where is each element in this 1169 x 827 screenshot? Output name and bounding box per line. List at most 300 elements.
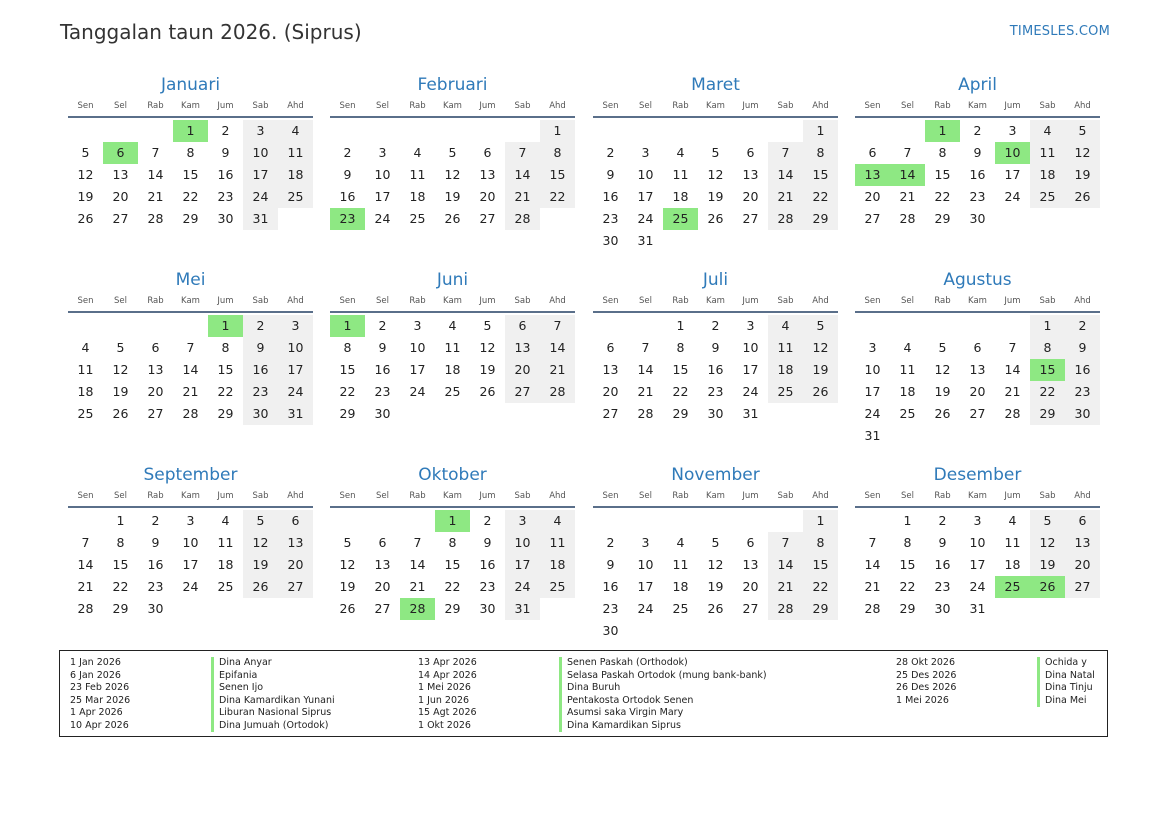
day-cell[interactable]: 26 <box>479 384 496 399</box>
day-cell[interactable]: 16 <box>707 362 724 377</box>
day-cell[interactable]: 3 <box>278 315 313 337</box>
day-cell[interactable]: 21 <box>899 189 916 204</box>
day-cell[interactable]: 24 <box>182 579 199 594</box>
day-cell[interactable]: 29 <box>444 601 461 616</box>
day-cell[interactable]: 22 <box>934 189 951 204</box>
day-cell[interactable]: 8 <box>803 532 838 554</box>
day-cell[interactable]: 8 <box>540 142 575 164</box>
day-cell[interactable]: 20 <box>864 189 881 204</box>
day-cell[interactable]: 25 <box>768 381 803 403</box>
brand-link[interactable]: TIMESLES.COM <box>1009 24 1110 39</box>
day-cell[interactable]: 20 <box>1065 554 1100 576</box>
day-cell[interactable]: 20 <box>602 384 619 399</box>
holiday-day-cell[interactable]: 1 <box>330 315 365 337</box>
day-cell[interactable]: 14 <box>768 554 803 576</box>
day-cell[interactable]: 14 <box>77 557 94 572</box>
day-cell[interactable]: 1 <box>803 120 838 142</box>
day-cell[interactable]: 6 <box>278 510 313 532</box>
day-cell[interactable]: 16 <box>217 167 234 182</box>
day-cell[interactable]: 11 <box>672 167 689 182</box>
day-cell[interactable]: 12 <box>479 340 496 355</box>
day-cell[interactable]: 4 <box>1030 120 1065 142</box>
day-cell[interactable]: 26 <box>339 601 356 616</box>
day-cell[interactable]: 2 <box>606 535 615 550</box>
day-cell[interactable]: 21 <box>1004 384 1021 399</box>
day-cell[interactable]: 18 <box>540 554 575 576</box>
day-cell[interactable]: 7 <box>641 340 650 355</box>
day-cell[interactable]: 11 <box>1030 142 1065 164</box>
day-cell[interactable]: 22 <box>339 384 356 399</box>
day-cell[interactable]: 21 <box>409 579 426 594</box>
day-cell[interactable]: 24 <box>969 579 986 594</box>
day-cell[interactable]: 7 <box>903 145 912 160</box>
day-cell[interactable]: 10 <box>637 167 654 182</box>
day-cell[interactable]: 7 <box>186 340 195 355</box>
day-cell[interactable]: 10 <box>409 340 426 355</box>
day-cell[interactable]: 15 <box>899 557 916 572</box>
day-cell[interactable]: 21 <box>637 384 654 399</box>
day-cell[interactable]: 10 <box>505 532 540 554</box>
day-cell[interactable]: 3 <box>243 120 278 142</box>
day-cell[interactable]: 26 <box>444 211 461 226</box>
day-cell[interactable]: 2 <box>243 315 278 337</box>
day-cell[interactable]: 10 <box>374 167 391 182</box>
day-cell[interactable]: 1 <box>116 513 125 528</box>
day-cell[interactable]: 14 <box>182 362 199 377</box>
day-cell[interactable]: 14 <box>505 164 540 186</box>
day-cell[interactable]: 2 <box>1065 315 1100 337</box>
day-cell[interactable]: 17 <box>182 557 199 572</box>
day-cell[interactable]: 15 <box>803 554 838 576</box>
day-cell[interactable]: 8 <box>938 145 947 160</box>
day-cell[interactable]: 23 <box>479 579 496 594</box>
day-cell[interactable]: 30 <box>243 403 278 425</box>
day-cell[interactable]: 25 <box>1030 186 1065 208</box>
day-cell[interactable]: 28 <box>864 601 881 616</box>
day-cell[interactable]: 9 <box>221 145 230 160</box>
day-cell[interactable]: 29 <box>182 211 199 226</box>
day-cell[interactable]: 8 <box>221 340 230 355</box>
day-cell[interactable]: 27 <box>112 211 129 226</box>
day-cell[interactable]: 11 <box>672 557 689 572</box>
day-cell[interactable]: 29 <box>1030 403 1065 425</box>
day-cell[interactable]: 25 <box>217 579 234 594</box>
day-cell[interactable]: 15 <box>934 167 951 182</box>
day-cell[interactable]: 25 <box>77 406 94 421</box>
day-cell[interactable]: 6 <box>505 315 540 337</box>
day-cell[interactable]: 21 <box>864 579 881 594</box>
day-cell[interactable]: 29 <box>934 211 951 226</box>
day-cell[interactable]: 17 <box>278 359 313 381</box>
day-cell[interactable]: 4 <box>768 315 803 337</box>
day-cell[interactable]: 25 <box>278 186 313 208</box>
holiday-day-cell[interactable]: 6 <box>103 142 138 164</box>
day-cell[interactable]: 19 <box>243 554 278 576</box>
day-cell[interactable]: 21 <box>768 576 803 598</box>
day-cell[interactable]: 2 <box>378 318 387 333</box>
day-cell[interactable]: 3 <box>1008 123 1017 138</box>
day-cell[interactable]: 16 <box>374 362 391 377</box>
day-cell[interactable]: 22 <box>182 189 199 204</box>
day-cell[interactable]: 8 <box>116 535 125 550</box>
day-cell[interactable]: 5 <box>243 510 278 532</box>
day-cell[interactable]: 19 <box>112 384 129 399</box>
day-cell[interactable]: 21 <box>768 186 803 208</box>
day-cell[interactable]: 30 <box>147 601 164 616</box>
day-cell[interactable]: 14 <box>768 164 803 186</box>
day-cell[interactable]: 23 <box>147 579 164 594</box>
day-cell[interactable]: 18 <box>217 557 234 572</box>
day-cell[interactable]: 24 <box>1004 189 1021 204</box>
day-cell[interactable]: 19 <box>444 189 461 204</box>
day-cell[interactable]: 3 <box>413 318 422 333</box>
day-cell[interactable]: 5 <box>448 145 457 160</box>
day-cell[interactable]: 31 <box>505 598 540 620</box>
day-cell[interactable]: 13 <box>278 532 313 554</box>
day-cell[interactable]: 23 <box>374 384 391 399</box>
day-cell[interactable]: 23 <box>217 189 234 204</box>
day-cell[interactable]: 11 <box>768 337 803 359</box>
day-cell[interactable]: 27 <box>278 576 313 598</box>
day-cell[interactable]: 29 <box>803 598 838 620</box>
day-cell[interactable]: 10 <box>969 535 986 550</box>
day-cell[interactable]: 15 <box>803 164 838 186</box>
day-cell[interactable]: 20 <box>969 384 986 399</box>
day-cell[interactable]: 26 <box>77 211 94 226</box>
day-cell[interactable]: 7 <box>505 142 540 164</box>
day-cell[interactable]: 30 <box>934 601 951 616</box>
day-cell[interactable]: 12 <box>112 362 129 377</box>
day-cell[interactable]: 7 <box>768 532 803 554</box>
day-cell[interactable]: 23 <box>243 381 278 403</box>
day-cell[interactable]: 23 <box>934 579 951 594</box>
day-cell[interactable]: 19 <box>77 189 94 204</box>
day-cell[interactable]: 28 <box>637 406 654 421</box>
day-cell[interactable]: 26 <box>243 576 278 598</box>
day-cell[interactable]: 8 <box>448 535 457 550</box>
day-cell[interactable]: 18 <box>77 384 94 399</box>
holiday-day-cell[interactable]: 15 <box>1030 359 1065 381</box>
day-cell[interactable]: 18 <box>444 362 461 377</box>
day-cell[interactable]: 20 <box>147 384 164 399</box>
day-cell[interactable]: 27 <box>969 406 986 421</box>
holiday-day-cell[interactable]: 25 <box>663 208 698 230</box>
day-cell[interactable]: 17 <box>409 362 426 377</box>
day-cell[interactable]: 17 <box>505 554 540 576</box>
day-cell[interactable]: 16 <box>602 189 619 204</box>
day-cell[interactable]: 3 <box>378 145 387 160</box>
day-cell[interactable]: 5 <box>803 315 838 337</box>
day-cell[interactable]: 14 <box>147 167 164 182</box>
day-cell[interactable]: 1 <box>676 318 685 333</box>
day-cell[interactable]: 23 <box>602 601 619 616</box>
day-cell[interactable]: 31 <box>742 406 759 421</box>
day-cell[interactable]: 26 <box>1065 186 1100 208</box>
day-cell[interactable]: 12 <box>339 557 356 572</box>
day-cell[interactable]: 27 <box>864 211 881 226</box>
day-cell[interactable]: 17 <box>374 189 391 204</box>
day-cell[interactable]: 13 <box>1065 532 1100 554</box>
day-cell[interactable]: 27 <box>1065 576 1100 598</box>
holiday-day-cell[interactable]: 14 <box>890 164 925 186</box>
day-cell[interactable]: 6 <box>151 340 160 355</box>
day-cell[interactable]: 4 <box>676 535 685 550</box>
day-cell[interactable]: 13 <box>374 557 391 572</box>
day-cell[interactable]: 25 <box>899 406 916 421</box>
day-cell[interactable]: 15 <box>182 167 199 182</box>
day-cell[interactable]: 12 <box>1065 142 1100 164</box>
day-cell[interactable]: 16 <box>147 557 164 572</box>
day-cell[interactable]: 19 <box>934 384 951 399</box>
day-cell[interactable]: 22 <box>540 186 575 208</box>
day-cell[interactable]: 27 <box>479 211 496 226</box>
day-cell[interactable]: 23 <box>602 211 619 226</box>
day-cell[interactable]: 9 <box>938 535 947 550</box>
day-cell[interactable]: 11 <box>1004 535 1021 550</box>
day-cell[interactable]: 26 <box>934 406 951 421</box>
day-cell[interactable]: 9 <box>243 337 278 359</box>
day-cell[interactable]: 15 <box>112 557 129 572</box>
day-cell[interactable]: 21 <box>182 384 199 399</box>
day-cell[interactable]: 3 <box>505 510 540 532</box>
day-cell[interactable]: 22 <box>1030 381 1065 403</box>
day-cell[interactable]: 25 <box>540 576 575 598</box>
day-cell[interactable]: 6 <box>973 340 982 355</box>
day-cell[interactable]: 24 <box>637 601 654 616</box>
day-cell[interactable]: 16 <box>934 557 951 572</box>
day-cell[interactable]: 11 <box>444 340 461 355</box>
holiday-day-cell[interactable]: 1 <box>173 120 208 142</box>
day-cell[interactable]: 31 <box>637 233 654 248</box>
day-cell[interactable]: 28 <box>899 211 916 226</box>
day-cell[interactable]: 22 <box>899 579 916 594</box>
day-cell[interactable]: 25 <box>409 211 426 226</box>
day-cell[interactable]: 17 <box>742 362 759 377</box>
day-cell[interactable]: 2 <box>151 513 160 528</box>
day-cell[interactable]: 16 <box>602 579 619 594</box>
day-cell[interactable]: 28 <box>1004 406 1021 421</box>
day-cell[interactable]: 9 <box>151 535 160 550</box>
day-cell[interactable]: 8 <box>343 340 352 355</box>
day-cell[interactable]: 30 <box>969 211 986 226</box>
day-cell[interactable]: 31 <box>278 403 313 425</box>
day-cell[interactable]: 10 <box>742 340 759 355</box>
day-cell[interactable]: 13 <box>505 337 540 359</box>
day-cell[interactable]: 22 <box>444 579 461 594</box>
day-cell[interactable]: 9 <box>343 167 352 182</box>
day-cell[interactable]: 7 <box>540 315 575 337</box>
day-cell[interactable]: 1 <box>803 510 838 532</box>
holiday-day-cell[interactable]: 13 <box>855 164 890 186</box>
day-cell[interactable]: 14 <box>637 362 654 377</box>
day-cell[interactable]: 21 <box>505 186 540 208</box>
day-cell[interactable]: 24 <box>742 384 759 399</box>
day-cell[interactable]: 20 <box>479 189 496 204</box>
day-cell[interactable]: 24 <box>864 406 881 421</box>
day-cell[interactable]: 29 <box>672 406 689 421</box>
day-cell[interactable]: 9 <box>1065 337 1100 359</box>
day-cell[interactable]: 28 <box>768 598 803 620</box>
holiday-day-cell[interactable]: 1 <box>435 510 470 532</box>
day-cell[interactable]: 27 <box>602 406 619 421</box>
day-cell[interactable]: 9 <box>711 340 720 355</box>
day-cell[interactable]: 11 <box>540 532 575 554</box>
day-cell[interactable]: 8 <box>186 145 195 160</box>
day-cell[interactable]: 9 <box>606 167 615 182</box>
day-cell[interactable]: 5 <box>343 535 352 550</box>
day-cell[interactable]: 10 <box>182 535 199 550</box>
day-cell[interactable]: 15 <box>339 362 356 377</box>
day-cell[interactable]: 23 <box>1065 381 1100 403</box>
day-cell[interactable]: 6 <box>378 535 387 550</box>
day-cell[interactable]: 25 <box>672 601 689 616</box>
day-cell[interactable]: 13 <box>742 557 759 572</box>
day-cell[interactable]: 27 <box>505 381 540 403</box>
day-cell[interactable]: 13 <box>147 362 164 377</box>
day-cell[interactable]: 3 <box>746 318 755 333</box>
day-cell[interactable]: 26 <box>707 211 724 226</box>
day-cell[interactable]: 31 <box>969 601 986 616</box>
day-cell[interactable]: 3 <box>641 145 650 160</box>
day-cell[interactable]: 3 <box>641 535 650 550</box>
day-cell[interactable]: 7 <box>1008 340 1017 355</box>
day-cell[interactable]: 16 <box>243 359 278 381</box>
day-cell[interactable]: 30 <box>479 601 496 616</box>
day-cell[interactable]: 13 <box>969 362 986 377</box>
day-cell[interactable]: 7 <box>81 535 90 550</box>
day-cell[interactable]: 27 <box>742 601 759 616</box>
day-cell[interactable]: 5 <box>81 145 90 160</box>
day-cell[interactable]: 9 <box>606 557 615 572</box>
day-cell[interactable]: 28 <box>505 208 540 230</box>
day-cell[interactable]: 19 <box>803 359 838 381</box>
day-cell[interactable]: 7 <box>868 535 877 550</box>
day-cell[interactable]: 12 <box>803 337 838 359</box>
day-cell[interactable]: 4 <box>1008 513 1017 528</box>
day-cell[interactable]: 18 <box>1004 557 1021 572</box>
day-cell[interactable]: 28 <box>768 208 803 230</box>
day-cell[interactable]: 5 <box>1065 120 1100 142</box>
day-cell[interactable]: 7 <box>768 142 803 164</box>
day-cell[interactable]: 16 <box>969 167 986 182</box>
day-cell[interactable]: 16 <box>339 189 356 204</box>
day-cell[interactable]: 21 <box>147 189 164 204</box>
day-cell[interactable]: 2 <box>938 513 947 528</box>
day-cell[interactable]: 17 <box>864 384 881 399</box>
day-cell[interactable]: 17 <box>1004 167 1021 182</box>
day-cell[interactable]: 12 <box>934 362 951 377</box>
day-cell[interactable]: 22 <box>217 384 234 399</box>
day-cell[interactable]: 24 <box>505 576 540 598</box>
day-cell[interactable]: 18 <box>672 189 689 204</box>
day-cell[interactable]: 17 <box>637 189 654 204</box>
day-cell[interactable]: 26 <box>707 601 724 616</box>
day-cell[interactable]: 8 <box>803 142 838 164</box>
day-cell[interactable]: 11 <box>217 535 234 550</box>
day-cell[interactable]: 6 <box>606 340 615 355</box>
day-cell[interactable]: 22 <box>803 186 838 208</box>
day-cell[interactable]: 1 <box>540 120 575 142</box>
holiday-day-cell[interactable]: 1 <box>925 120 960 142</box>
holiday-day-cell[interactable]: 26 <box>1030 576 1065 598</box>
day-cell[interactable]: 1 <box>1030 315 1065 337</box>
day-cell[interactable]: 6 <box>746 535 755 550</box>
day-cell[interactable]: 5 <box>483 318 492 333</box>
day-cell[interactable]: 4 <box>413 145 422 160</box>
day-cell[interactable]: 19 <box>707 189 724 204</box>
day-cell[interactable]: 21 <box>540 359 575 381</box>
day-cell[interactable]: 5 <box>711 145 720 160</box>
day-cell[interactable]: 4 <box>221 513 230 528</box>
day-cell[interactable]: 24 <box>409 384 426 399</box>
day-cell[interactable]: 19 <box>479 362 496 377</box>
day-cell[interactable]: 15 <box>540 164 575 186</box>
day-cell[interactable]: 6 <box>483 145 492 160</box>
day-cell[interactable]: 10 <box>864 362 881 377</box>
day-cell[interactable]: 18 <box>768 359 803 381</box>
day-cell[interactable]: 20 <box>374 579 391 594</box>
holiday-day-cell[interactable]: 23 <box>330 208 365 230</box>
day-cell[interactable]: 10 <box>637 557 654 572</box>
day-cell[interactable]: 9 <box>483 535 492 550</box>
day-cell[interactable]: 30 <box>1065 403 1100 425</box>
day-cell[interactable]: 2 <box>711 318 720 333</box>
holiday-day-cell[interactable]: 28 <box>400 598 435 620</box>
day-cell[interactable]: 10 <box>278 337 313 359</box>
day-cell[interactable]: 30 <box>374 406 391 421</box>
day-cell[interactable]: 24 <box>637 211 654 226</box>
day-cell[interactable]: 18 <box>672 579 689 594</box>
holiday-day-cell[interactable]: 10 <box>995 142 1030 164</box>
day-cell[interactable]: 29 <box>339 406 356 421</box>
day-cell[interactable]: 18 <box>899 384 916 399</box>
day-cell[interactable]: 8 <box>903 535 912 550</box>
day-cell[interactable]: 12 <box>707 167 724 182</box>
day-cell[interactable]: 11 <box>278 142 313 164</box>
day-cell[interactable]: 5 <box>711 535 720 550</box>
day-cell[interactable]: 6 <box>868 145 877 160</box>
day-cell[interactable]: 12 <box>444 167 461 182</box>
day-cell[interactable]: 7 <box>151 145 160 160</box>
day-cell[interactable]: 8 <box>1030 337 1065 359</box>
day-cell[interactable]: 5 <box>1030 510 1065 532</box>
day-cell[interactable]: 16 <box>479 557 496 572</box>
day-cell[interactable]: 19 <box>707 579 724 594</box>
day-cell[interactable]: 13 <box>112 167 129 182</box>
day-cell[interactable]: 4 <box>676 145 685 160</box>
day-cell[interactable]: 16 <box>1065 359 1100 381</box>
day-cell[interactable]: 11 <box>899 362 916 377</box>
day-cell[interactable]: 14 <box>540 337 575 359</box>
day-cell[interactable]: 25 <box>444 384 461 399</box>
day-cell[interactable]: 11 <box>77 362 94 377</box>
day-cell[interactable]: 29 <box>112 601 129 616</box>
day-cell[interactable]: 27 <box>742 211 759 226</box>
day-cell[interactable]: 22 <box>112 579 129 594</box>
day-cell[interactable]: 31 <box>864 428 881 443</box>
holiday-day-cell[interactable]: 1 <box>208 315 243 337</box>
day-cell[interactable]: 22 <box>803 576 838 598</box>
day-cell[interactable]: 9 <box>378 340 387 355</box>
day-cell[interactable]: 27 <box>147 406 164 421</box>
day-cell[interactable]: 24 <box>243 186 278 208</box>
day-cell[interactable]: 17 <box>243 164 278 186</box>
day-cell[interactable]: 4 <box>81 340 90 355</box>
day-cell[interactable]: 8 <box>676 340 685 355</box>
day-cell[interactable]: 27 <box>374 601 391 616</box>
day-cell[interactable]: 19 <box>339 579 356 594</box>
day-cell[interactable]: 6 <box>1065 510 1100 532</box>
